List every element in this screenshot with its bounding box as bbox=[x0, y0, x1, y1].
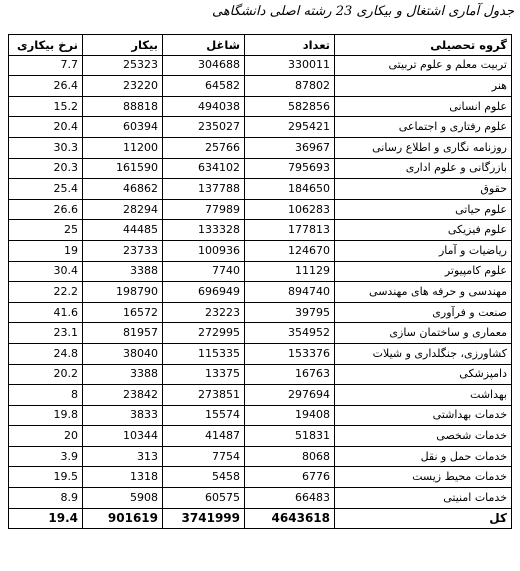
cell-unemployment-rate: 30.4 bbox=[9, 261, 83, 282]
cell-employed: 77989 bbox=[163, 199, 245, 220]
cell-unemployment-rate: 25.4 bbox=[9, 179, 83, 200]
cell-study-group: معماری و ساختمان سازی bbox=[335, 323, 512, 344]
cell-employed: 133328 bbox=[163, 220, 245, 241]
cell-unemployed: 23220 bbox=[83, 76, 163, 97]
cell-count: 124670 bbox=[245, 240, 335, 261]
cell-count: 39795 bbox=[245, 302, 335, 323]
cell-count: 19408 bbox=[245, 405, 335, 426]
header-unemployed: بیکار bbox=[83, 35, 163, 56]
table-row bbox=[9, 261, 512, 282]
cell-count: 8068 bbox=[245, 446, 335, 467]
cell-unemployment-rate: 20.4 bbox=[9, 117, 83, 138]
cell-unemployed: 46862 bbox=[83, 179, 163, 200]
cell-study-group: علوم حیاتی bbox=[335, 199, 512, 220]
cell-study-group: هنر bbox=[335, 76, 512, 97]
total-cell-unemployment-rate: 19.4 bbox=[9, 508, 83, 529]
cell-employed: 64582 bbox=[163, 76, 245, 97]
table-row bbox=[9, 385, 512, 406]
cell-unemployment-rate: 19.8 bbox=[9, 405, 83, 426]
table-row bbox=[9, 446, 512, 467]
table-row bbox=[9, 343, 512, 364]
cell-count: 184650 bbox=[245, 179, 335, 200]
cell-count: 66483 bbox=[245, 488, 335, 509]
total-cell-unemployed: 901619 bbox=[83, 508, 163, 529]
cell-unemployed: 5908 bbox=[83, 488, 163, 509]
cell-unemployment-rate: 26.6 bbox=[9, 199, 83, 220]
statistics-table bbox=[8, 34, 512, 529]
cell-unemployment-rate: 19 bbox=[9, 240, 83, 261]
cell-study-group: صنعت و فرآوری bbox=[335, 302, 512, 323]
header-employed: شاغل bbox=[163, 35, 245, 56]
cell-unemployed: 161590 bbox=[83, 158, 163, 179]
cell-count: 11129 bbox=[245, 261, 335, 282]
cell-unemployment-rate: 20 bbox=[9, 426, 83, 447]
cell-employed: 235027 bbox=[163, 117, 245, 138]
table-row bbox=[9, 405, 512, 426]
table-row bbox=[9, 137, 512, 158]
cell-employed: 273851 bbox=[163, 385, 245, 406]
cell-unemployment-rate: 23.1 bbox=[9, 323, 83, 344]
table-row bbox=[9, 76, 512, 97]
cell-study-group: بازرگانی و علوم اداری bbox=[335, 158, 512, 179]
cell-employed: 25766 bbox=[163, 137, 245, 158]
table-row bbox=[9, 117, 512, 138]
cell-employed: 696949 bbox=[163, 282, 245, 303]
table-row bbox=[9, 199, 512, 220]
cell-study-group: علوم انسانی bbox=[335, 96, 512, 117]
table-row bbox=[9, 282, 512, 303]
cell-unemployment-rate: 3.9 bbox=[9, 446, 83, 467]
cell-employed: 13375 bbox=[163, 364, 245, 385]
cell-unemployment-rate: 24.8 bbox=[9, 343, 83, 364]
cell-study-group: خدمات بهداشتی bbox=[335, 405, 512, 426]
table-row bbox=[9, 488, 512, 509]
cell-count: 6776 bbox=[245, 467, 335, 488]
cell-unemployed: 198790 bbox=[83, 282, 163, 303]
header-unemployment-rate: نرخ بیکاری bbox=[9, 35, 83, 56]
cell-unemployed: 88818 bbox=[83, 96, 163, 117]
table-row bbox=[9, 323, 512, 344]
total-row bbox=[9, 508, 512, 529]
cell-unemployed: 23733 bbox=[83, 240, 163, 261]
header-count: تعداد bbox=[245, 35, 335, 56]
cell-count: 795693 bbox=[245, 158, 335, 179]
total-cell-count: 4643618 bbox=[245, 508, 335, 529]
table-body bbox=[9, 55, 512, 529]
cell-study-group: خدمات حمل و نقل bbox=[335, 446, 512, 467]
cell-unemployed: 10344 bbox=[83, 426, 163, 447]
cell-count: 36967 bbox=[245, 137, 335, 158]
cell-count: 16763 bbox=[245, 364, 335, 385]
cell-count: 177813 bbox=[245, 220, 335, 241]
cell-study-group: علوم رفتاری و اجتماعی bbox=[335, 117, 512, 138]
cell-unemployment-rate: 20.2 bbox=[9, 364, 83, 385]
cell-employed: 60575 bbox=[163, 488, 245, 509]
cell-employed: 15574 bbox=[163, 405, 245, 426]
cell-study-group: علوم فیزیکی bbox=[335, 220, 512, 241]
cell-count: 295421 bbox=[245, 117, 335, 138]
table-row bbox=[9, 96, 512, 117]
cell-count: 894740 bbox=[245, 282, 335, 303]
page-title: جدول آماری اشتغال و بیکاری 23 رشته اصلی دانشگاهی bbox=[211, 4, 514, 19]
cell-unemployment-rate: 8.9 bbox=[9, 488, 83, 509]
cell-unemployment-rate: 26.4 bbox=[9, 76, 83, 97]
header-study-group: گروه تحصیلی bbox=[335, 35, 512, 56]
cell-study-group: خدمات شخصی bbox=[335, 426, 512, 447]
cell-study-group: ریاضیات و آمار bbox=[335, 240, 512, 261]
cell-unemployed: 38040 bbox=[83, 343, 163, 364]
cell-employed: 23223 bbox=[163, 302, 245, 323]
cell-count: 354952 bbox=[245, 323, 335, 344]
cell-unemployed: 16572 bbox=[83, 302, 163, 323]
cell-unemployed: 313 bbox=[83, 446, 163, 467]
cell-unemployed: 44485 bbox=[83, 220, 163, 241]
cell-unemployment-rate: 7.7 bbox=[9, 55, 83, 76]
cell-unemployed: 1318 bbox=[83, 467, 163, 488]
cell-unemployment-rate: 20.3 bbox=[9, 158, 83, 179]
cell-employed: 41487 bbox=[163, 426, 245, 447]
cell-unemployed: 3833 bbox=[83, 405, 163, 426]
cell-study-group: حقوق bbox=[335, 179, 512, 200]
cell-employed: 634102 bbox=[163, 158, 245, 179]
cell-employed: 5458 bbox=[163, 467, 245, 488]
total-cell-study-group: کل bbox=[335, 508, 512, 529]
cell-unemployed: 11200 bbox=[83, 137, 163, 158]
cell-unemployment-rate: 22.2 bbox=[9, 282, 83, 303]
table-row bbox=[9, 179, 512, 200]
table-row bbox=[9, 467, 512, 488]
cell-study-group: خدمات امنیتی bbox=[335, 488, 512, 509]
cell-count: 51831 bbox=[245, 426, 335, 447]
table-row bbox=[9, 426, 512, 447]
cell-unemployed: 25323 bbox=[83, 55, 163, 76]
cell-unemployment-rate: 8 bbox=[9, 385, 83, 406]
table-row bbox=[9, 220, 512, 241]
cell-employed: 7740 bbox=[163, 261, 245, 282]
table-row bbox=[9, 158, 512, 179]
cell-unemployment-rate: 19.5 bbox=[9, 467, 83, 488]
cell-unemployed: 3388 bbox=[83, 364, 163, 385]
cell-unemployment-rate: 41.6 bbox=[9, 302, 83, 323]
cell-employed: 100936 bbox=[163, 240, 245, 261]
cell-unemployed: 23842 bbox=[83, 385, 163, 406]
cell-study-group: علوم کامپیوتر bbox=[335, 261, 512, 282]
cell-employed: 272995 bbox=[163, 323, 245, 344]
cell-unemployed: 3388 bbox=[83, 261, 163, 282]
cell-unemployed: 28294 bbox=[83, 199, 163, 220]
total-cell-employed: 3741999 bbox=[163, 508, 245, 529]
cell-employed: 7754 bbox=[163, 446, 245, 467]
cell-unemployment-rate: 15.2 bbox=[9, 96, 83, 117]
cell-unemployment-rate: 25 bbox=[9, 220, 83, 241]
cell-study-group: کشاورزی، جنگلداری و شیلات bbox=[335, 343, 512, 364]
cell-unemployment-rate: 30.3 bbox=[9, 137, 83, 158]
table-header-row bbox=[9, 35, 512, 56]
cell-study-group: بهداشت bbox=[335, 385, 512, 406]
table-row bbox=[9, 55, 512, 76]
cell-count: 297694 bbox=[245, 385, 335, 406]
cell-employed: 304688 bbox=[163, 55, 245, 76]
table-row bbox=[9, 302, 512, 323]
cell-employed: 115335 bbox=[163, 343, 245, 364]
cell-count: 153376 bbox=[245, 343, 335, 364]
cell-study-group: دامپزشکی bbox=[335, 364, 512, 385]
cell-count: 330011 bbox=[245, 55, 335, 76]
table-row bbox=[9, 240, 512, 261]
cell-count: 87802 bbox=[245, 76, 335, 97]
cell-count: 582856 bbox=[245, 96, 335, 117]
cell-unemployed: 81957 bbox=[83, 323, 163, 344]
cell-study-group: تربیت معلم و علوم تربیتی bbox=[335, 55, 512, 76]
cell-study-group: خدمات محیط زیست bbox=[335, 467, 512, 488]
cell-unemployed: 60394 bbox=[83, 117, 163, 138]
cell-employed: 494038 bbox=[163, 96, 245, 117]
cell-study-group: مهندسی و حرفه های مهندسی bbox=[335, 282, 512, 303]
table-row bbox=[9, 364, 512, 385]
cell-count: 106283 bbox=[245, 199, 335, 220]
cell-employed: 137788 bbox=[163, 179, 245, 200]
cell-study-group: روزنامه نگاری و اطلاع رسانی bbox=[335, 137, 512, 158]
